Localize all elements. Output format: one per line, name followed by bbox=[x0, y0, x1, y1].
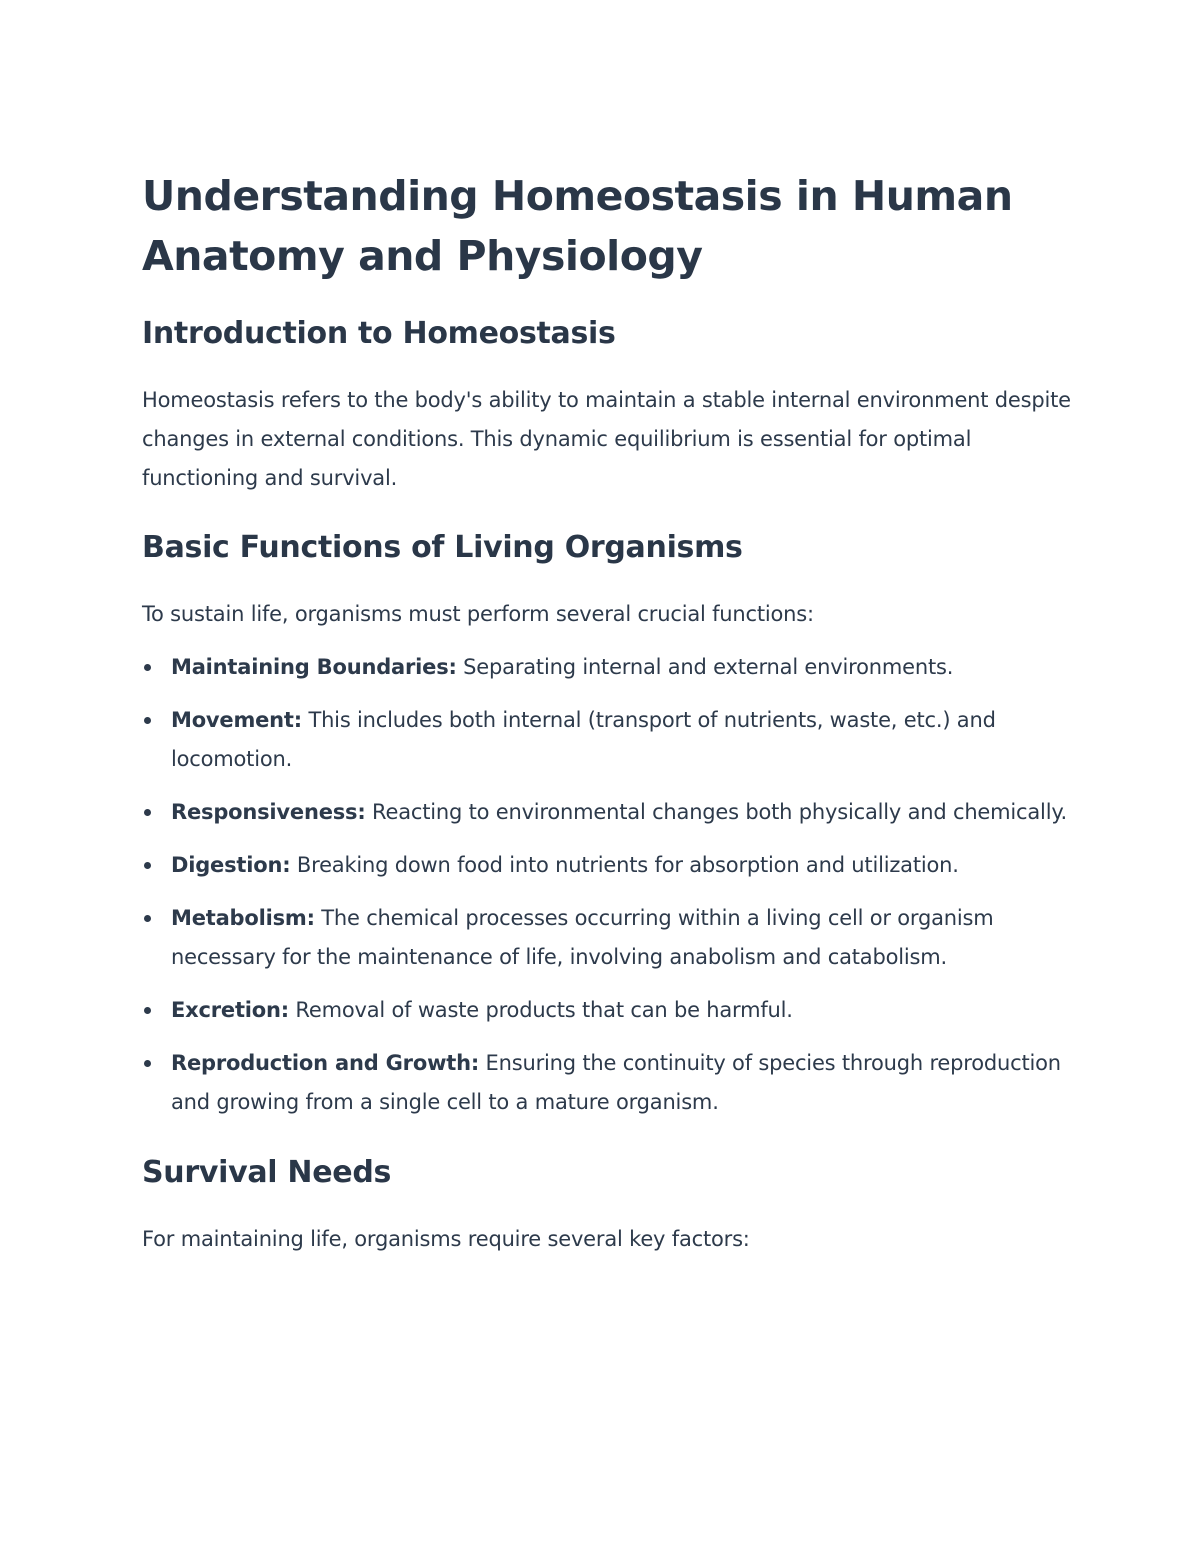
list-item-term: Maintaining Boundaries: bbox=[171, 655, 457, 679]
list-item-term: Excretion: bbox=[171, 998, 289, 1022]
list-item-term: Responsiveness: bbox=[171, 800, 366, 824]
list-item-text: The chemical processes occurring within a living cell or organism necessary for the maintenance of life, involving anabolism and catabolism. bbox=[171, 906, 994, 969]
list-item-text: Reacting to environmental changes both physically and chemically. bbox=[365, 800, 1068, 824]
list-item-term: Reproduction and Growth: bbox=[171, 1051, 480, 1075]
introduction-paragraph: Homeostasis refers to the body's ability to maintain a stable internal environment despite changes in external conditions. This dynamic equilibrium is essential for optimal functioning and survival. bbox=[142, 388, 1071, 490]
list-item bbox=[142, 1044, 1072, 1122]
bullet-icon bbox=[144, 1007, 151, 1014]
list-item-term: Metabolism: bbox=[171, 906, 315, 930]
list-item-text: This includes both internal (transport of nutrients, waste, etc.) and locomotion. bbox=[171, 708, 996, 771]
section-heading-basic-functions: Basic Functions of Living Organisms bbox=[142, 530, 743, 565]
document-title: Understanding Homeostasis in Human Anatomy and Physiology bbox=[142, 172, 1013, 280]
basic-functions-list bbox=[142, 648, 1072, 1122]
survival-needs-lead: For maintaining life, organisms require several key factors: bbox=[142, 1227, 750, 1251]
basic-functions-lead: To sustain life, organisms must perform several crucial functions: bbox=[142, 602, 814, 626]
bullet-icon bbox=[144, 717, 151, 724]
list-item bbox=[142, 701, 1072, 779]
bullet-icon bbox=[144, 664, 151, 671]
list-item-text: Ensuring the continuity of species through reproduction and growing from a single cell to a mature organism. bbox=[171, 1051, 1061, 1114]
list-item-text: Separating internal and external environments. bbox=[456, 655, 954, 679]
section-heading-introduction: Introduction to Homeostasis bbox=[142, 316, 616, 351]
list-item-term: Digestion: bbox=[171, 853, 291, 877]
list-item-term: Movement: bbox=[171, 708, 302, 732]
document-page bbox=[142, 166, 1072, 1259]
bullet-icon bbox=[144, 862, 151, 869]
list-item bbox=[142, 991, 1072, 1030]
list-item-text: Removal of waste products that can be harmful. bbox=[288, 998, 793, 1022]
list-item bbox=[142, 846, 1072, 885]
section-heading-survival-needs: Survival Needs bbox=[142, 1155, 392, 1190]
list-item bbox=[142, 899, 1072, 977]
bullet-icon bbox=[144, 809, 151, 816]
bullet-icon bbox=[144, 915, 151, 922]
bullet-icon bbox=[144, 1060, 151, 1067]
list-item bbox=[142, 648, 1072, 687]
list-item-text: Breaking down food into nutrients for absorption and utilization. bbox=[290, 853, 959, 877]
list-item bbox=[142, 793, 1072, 832]
